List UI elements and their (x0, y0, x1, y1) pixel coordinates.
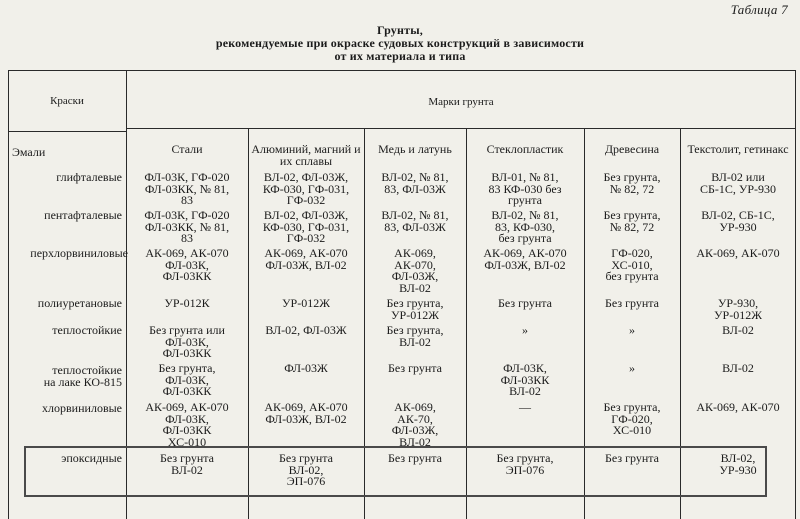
table-cell: ВЛ-02, ФЛ-03Ж, КФ-030, ГФ-031, ГФ-032 (262, 208, 350, 245)
table-cell: АК-069, АК-070 ФЛ-03Ж, ВЛ-02 (483, 246, 567, 272)
row-name: хлорвиниловые (42, 401, 122, 415)
table-cell: Без грунта, ФЛ-03К, ФЛ-03КК (158, 361, 216, 398)
table-cell: Без грунта, УР-012Ж (386, 296, 444, 322)
col-header-copper: Медь и латунь (378, 142, 452, 156)
table-cell: Без грунта (387, 451, 442, 465)
table-cell: УР-012Ж (282, 296, 330, 310)
row-name: эпоксидные (61, 451, 122, 465)
table-cell: Без грунта, № 82, 72 (603, 208, 661, 234)
table-cell: ВЛ-02, ФЛ-03Ж, КФ-030, ГФ-031, ГФ-032 (262, 170, 350, 207)
table-cell: ВЛ-02, УР-930 (719, 451, 757, 477)
table-cell: ВЛ-02, ФЛ-03Ж (265, 323, 347, 337)
table-cell: ФЛ-03Ж (284, 361, 328, 375)
table-cell: Без грунта ВЛ-02 (159, 451, 214, 477)
body-top-rule (8, 131, 126, 132)
caption-line-2: рекомендуемые при окраске судовых конструкций в зависимости (215, 36, 585, 50)
table-cell: Без грунта или ФЛ-03К, ФЛ-03КК (149, 323, 225, 360)
table-caption (0, 24, 800, 63)
table-cell: АК-069, АК-070 ФЛ-03Ж, ВЛ-02 (264, 400, 348, 426)
table-cell: УР-012К (164, 296, 210, 310)
table-cell: АК-069, АК-070 (696, 246, 780, 260)
table-cell: ВЛ-02 (722, 361, 754, 375)
table-cell: ВЛ-01, № 81, 83 КФ-030 без грунта (488, 170, 562, 207)
table-cell: Без грунта (387, 361, 442, 375)
table-cell: АК-069, АК-070 ФЛ-03К, ФЛ-03КК (145, 246, 229, 283)
table-cell: АК-069, АК-70, ФЛ-03Ж, ВЛ-02 (391, 400, 439, 449)
table-cell: АК-069, АК-070 (696, 400, 780, 414)
table-cell: ВЛ-02, № 81, 83, ФЛ-03Ж (381, 208, 449, 234)
header-divider (126, 128, 796, 129)
table-cell: Без грунта, ГФ-020, ХС-010 (603, 400, 661, 437)
col-header-textolite: Текстолит, гетинакс (687, 142, 789, 156)
row-name: теплостойкие на лаке КО-815 (43, 363, 122, 389)
table-cell: ВЛ-02, СБ-1С, УР-930 (701, 208, 775, 234)
col-header-steel: Стали (171, 142, 203, 156)
header-paints: Краски (50, 95, 84, 107)
row-name: теплостойкие (52, 323, 122, 337)
table-cell: ФЛ-03К, ФЛ-03КК ВЛ-02 (500, 361, 550, 398)
table-cell: — (519, 400, 531, 414)
table-cell: ВЛ-02 или СБ-1С, УР-930 (699, 170, 777, 196)
col-header-wood: Древесина (604, 142, 660, 156)
table-cell: УР-930, УР-012Ж (714, 296, 762, 322)
table-cell: АК-069, АК-070 ФЛ-03К, ФЛ-03КК ХС-010 (145, 400, 229, 449)
table-cell: ВЛ-02, № 81, 83, КФ-030, без грунта (491, 208, 559, 245)
table-cell: Без грунта, ВЛ-02 (386, 323, 444, 349)
table-cell: Без грунта (604, 296, 659, 310)
table-cell: Без грунта, ЭП-076 (496, 451, 554, 477)
table-cell: АК-069, АК-070, ФЛ-03Ж, ВЛ-02 (391, 246, 439, 295)
table-cell: Без грунта (497, 296, 552, 310)
table-cell: Без грунта (604, 451, 659, 465)
row-name: глифталевые (56, 170, 122, 184)
col-header-aluminium: Алюминий, магний и их сплавы (251, 142, 361, 168)
table-number: Таблица 7 (730, 2, 788, 17)
table-cell: Без грунта, № 82, 72 (603, 170, 661, 196)
col-header-fiberglass: Стеклопластик (486, 142, 564, 156)
header-enamels: Эмали (12, 145, 46, 159)
table-cell: ВЛ-02 (722, 323, 754, 337)
row-name: полиуретановые (37, 296, 122, 310)
table-cell: ВЛ-02, № 81, 83, ФЛ-03Ж (381, 170, 449, 196)
table-cell: ГФ-020, ХС-010, без грунта (605, 246, 659, 283)
table-cell: Без грунта ВЛ-02, ЭП-076 (278, 451, 333, 488)
table-cell: АК-069, АК-070 ФЛ-03Ж, ВЛ-02 (264, 246, 348, 272)
header-primer-brands: Марки грунта (428, 96, 494, 108)
row-name: перхлорвиниловые (30, 246, 128, 260)
table-cell: ФЛ-03К, ГФ-020 ФЛ-03КК, № 81, 83 (144, 208, 230, 245)
row-name: пентафталевые (44, 208, 122, 222)
caption-line-1: Грунты, (377, 23, 423, 37)
caption-line-3: от их материала и типа (334, 49, 466, 63)
table-cell: ФЛ-03К, ГФ-020 ФЛ-03КК, № 81, 83 (144, 170, 230, 207)
table-cell: » (522, 323, 528, 337)
table-cell: » (629, 361, 635, 375)
table-cell: » (629, 323, 635, 337)
